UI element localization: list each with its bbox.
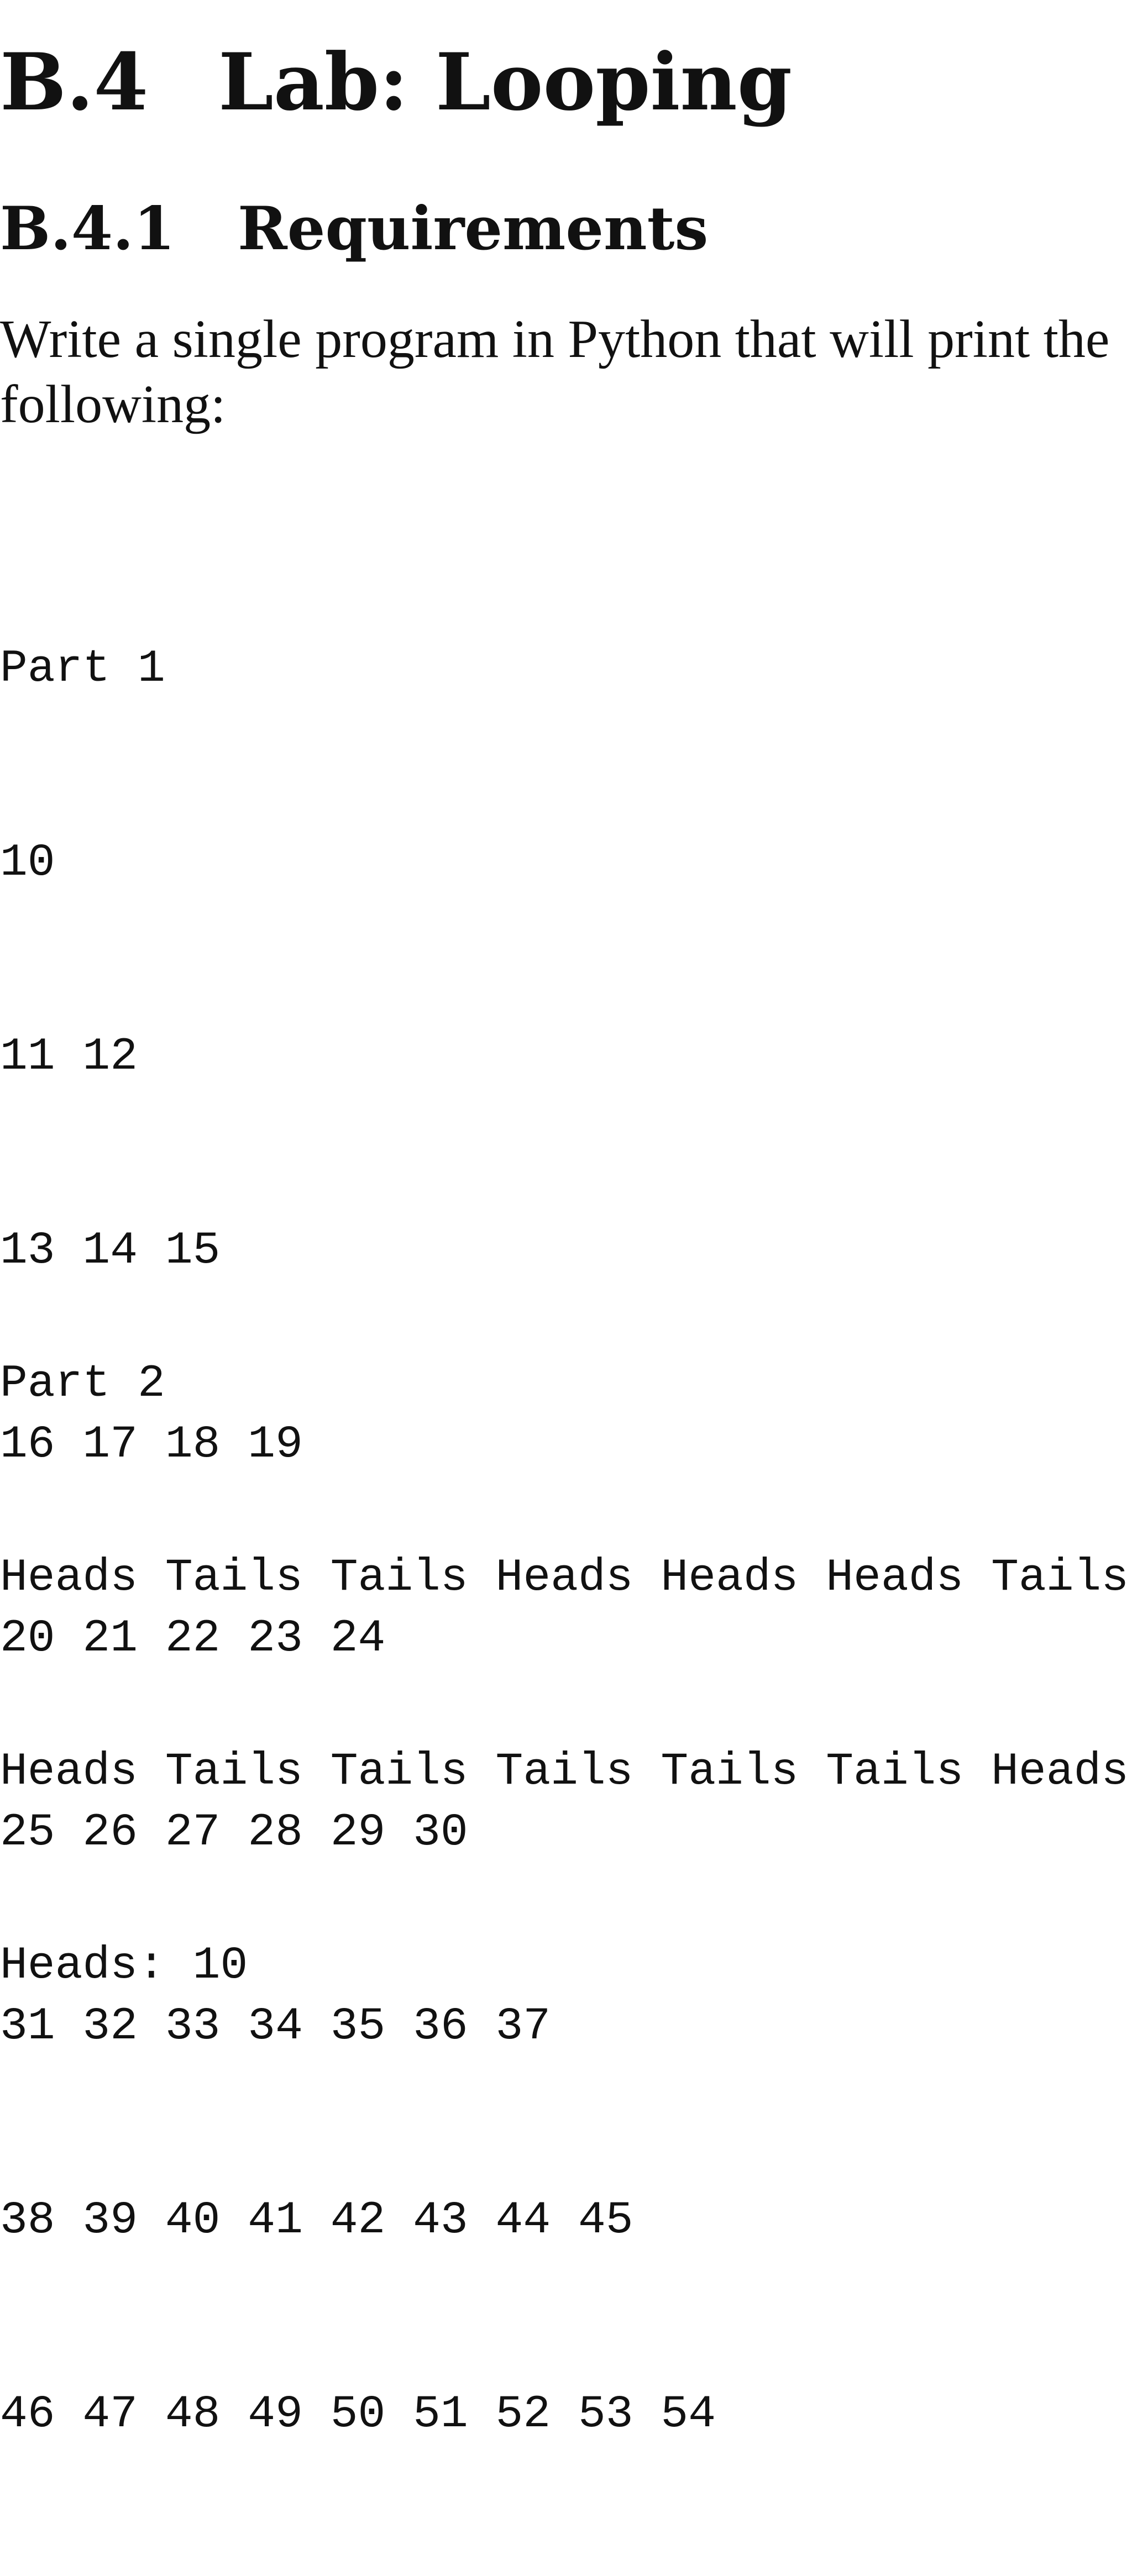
output-line: 10 — [0, 837, 55, 889]
section-title: Lab: Looping — [218, 36, 793, 128]
program-output-part-2 — [0, 1222, 1129, 2127]
part-2-label: Part 2 — [0, 1358, 165, 1410]
section-number: B.4 — [0, 36, 149, 128]
output-line: 16 17 18 19 — [0, 1418, 303, 1470]
output-line: 13 14 15 — [0, 1224, 221, 1276]
heads-count-line: Heads: 10 — [0, 1939, 248, 1991]
subsection-title: Requirements — [238, 194, 709, 264]
output-line: 20 21 22 23 24 — [0, 1612, 386, 1664]
section-heading — [0, 36, 793, 128]
output-line: 46 47 48 49 50 51 52 53 54 — [0, 2388, 716, 2440]
output-line: Heads Tails Tails Heads Heads Heads Tails — [0, 1552, 1129, 1604]
output-line: Heads Tails Tails Tails Tails Tails Heads — [0, 1746, 1129, 1797]
output-line: 25 26 27 28 29 30 — [0, 1806, 468, 1858]
subsection-number: B.4.1 — [0, 194, 175, 264]
output-line: 31 32 33 34 35 36 37 — [0, 2000, 551, 2052]
intro-paragraph: Write a single program in Python that will print the following: — [0, 309, 1110, 434]
output-line: 38 39 40 41 42 43 44 45 — [0, 2194, 633, 2246]
output-line: 11 12 — [0, 1031, 138, 1082]
part-1-label: Part 1 — [0, 643, 165, 695]
subsection-heading — [0, 194, 709, 264]
